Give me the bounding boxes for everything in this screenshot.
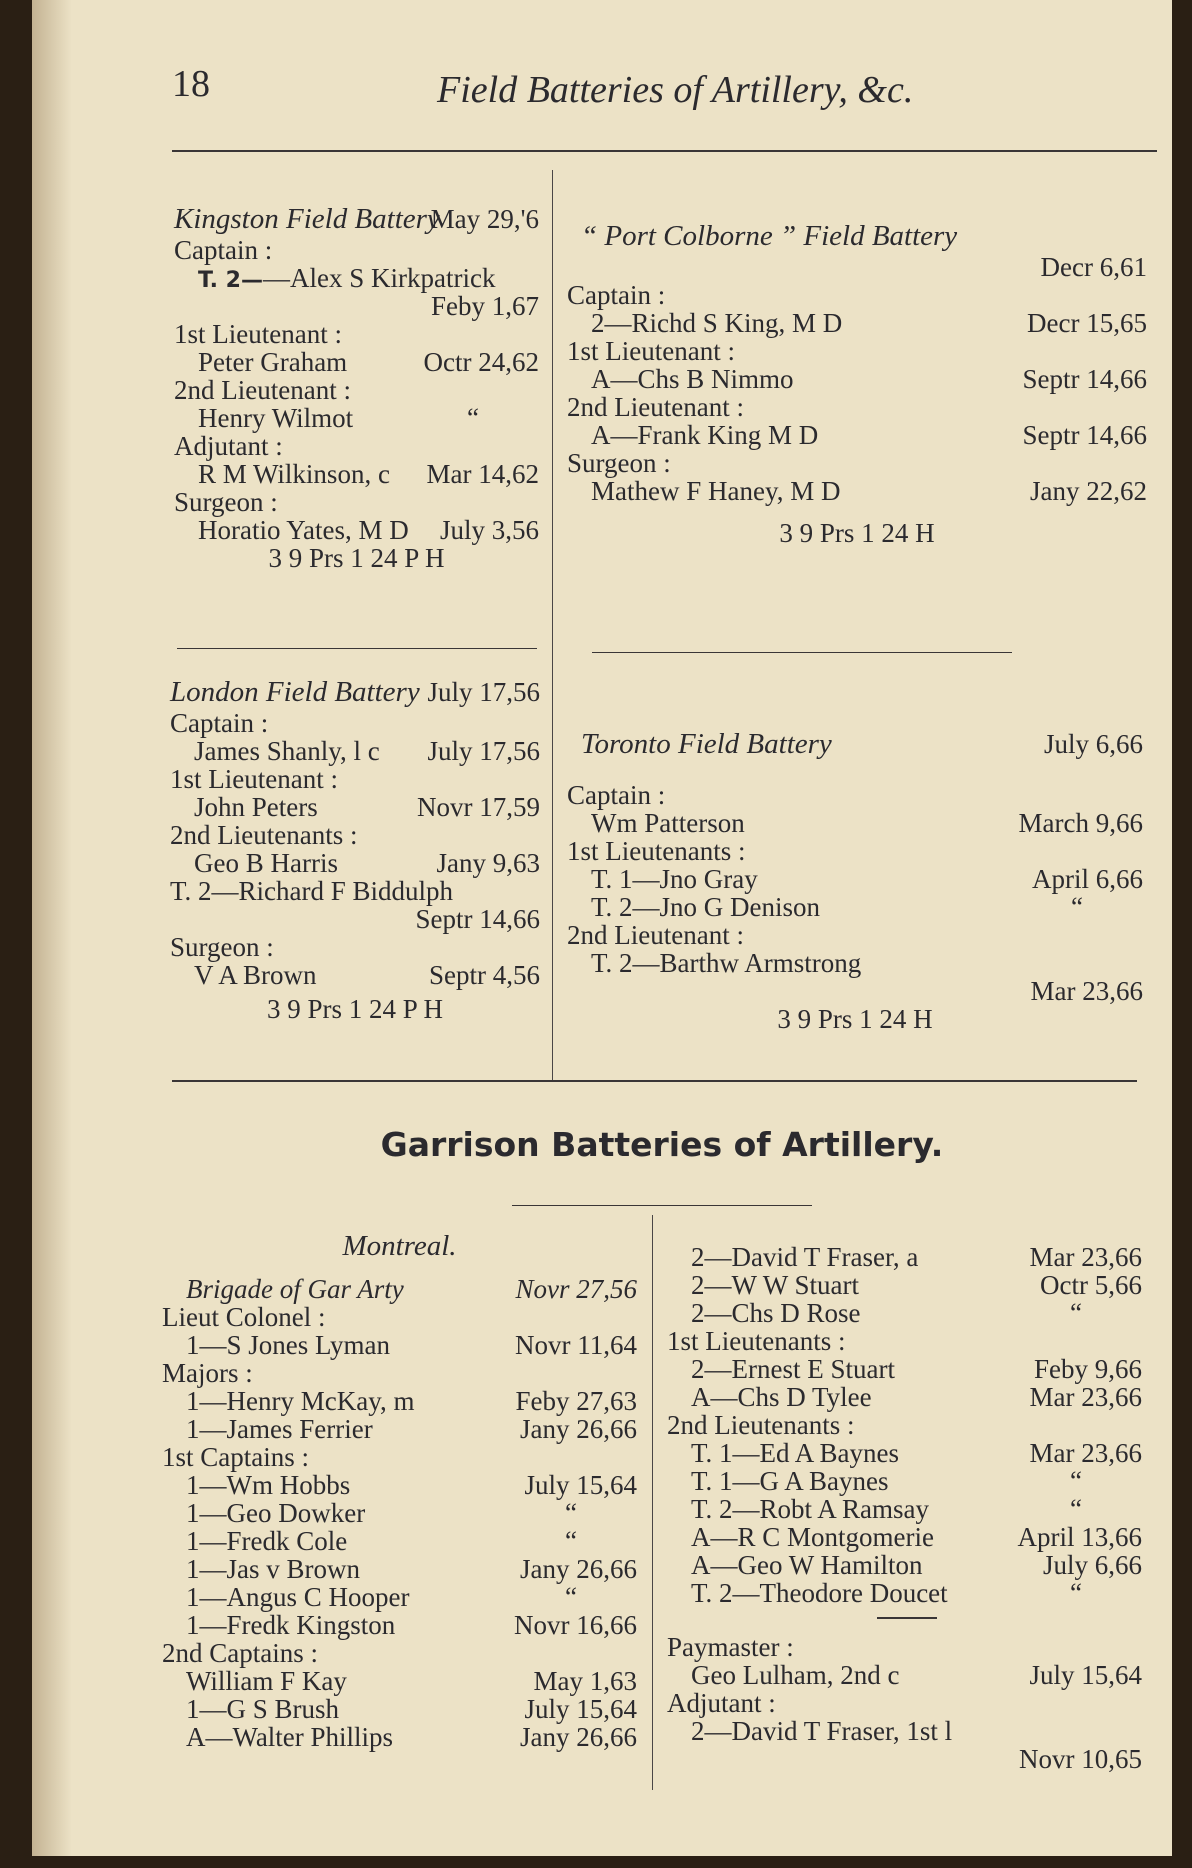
garrison-right-entry-text: 2nd Lieutenants : — [667, 1410, 855, 1440]
garrison-left-entry-date: “ — [565, 1498, 577, 1528]
garrison-right-entry-text: 1st Lieutenants : — [667, 1326, 846, 1356]
garrison-right-entry — [667, 1467, 1142, 1495]
garrison-left-entry-date: Novr 16,66 — [514, 1610, 637, 1640]
garrison-right-entry — [667, 1299, 1142, 1327]
header-rule — [172, 150, 1157, 152]
kingston-rule — [177, 648, 537, 649]
garrison-right-entry-text: A—R C Montgomerie — [691, 1522, 934, 1552]
garrison-right-entry-text: 2—Ernest E Stuart — [691, 1354, 895, 1384]
page-header — [172, 62, 1152, 122]
garrison-right-entry-date: Mar 23,66 — [1029, 1382, 1142, 1412]
garrison-left-entry-text: 1—Fredk Kingston — [186, 1610, 396, 1640]
garrison-left-entry-text: 1—Jas ᴠ Brown — [186, 1554, 360, 1584]
garrison-right-entry — [667, 1579, 1142, 1607]
garrison-right-entry-text: T. 2—Robt A Ramsay — [691, 1494, 930, 1524]
garrison-left-entry-text: 1—Wm Hobbs — [186, 1470, 351, 1500]
garrison-left-entry-text: 1st Captains : — [162, 1442, 309, 1472]
garrison-left-entry-date: Jany 26,66 — [520, 1414, 637, 1444]
book-page — [32, 0, 1172, 1856]
page-number: 18 — [172, 63, 210, 105]
garrison-left-entry — [162, 1359, 637, 1387]
garrison-right-entry — [667, 1523, 1142, 1551]
garrison-right-entry-date: Mar 23,66 — [1029, 1242, 1142, 1272]
garrison-left-entry-date: “ — [565, 1526, 577, 1556]
paymaster-rule — [877, 1617, 937, 1619]
garrison-left-entry-date: May 1,63 — [533, 1666, 637, 1696]
garrison-left-entry — [162, 1275, 637, 1303]
toronto-battery: Toronto Field Battery July 6,66 Captain : Wm Patterson March 9,66 1st Lieutenants : T. 1—Jno Gray April 6,66 T. 2—Jno G Denison “ 2nd Lieutenant : T. 2—Barthw Armstrong Mar 23,66 3 9 Prs 1 24 H — [567, 728, 1143, 1034]
london-battery: London Field Battery July 17,56 Captain : James Shanly, l c July 17,56 1st Lieutenant : John Peters Novr 17,59 2nd Lieutenants : Geo B Harris Jany 9,63 T. 2—Richard F Biddulph Septr 14,66 Surgeon : V A Brown Septr 4,56 3 9 Prs 1 24 P H — [170, 676, 540, 1024]
garrison-right-entry — [667, 1411, 1142, 1439]
garrison-left-entry-text: 1—Henry McKay, m — [186, 1386, 415, 1416]
garrison-left-entry-date: Feby 27,63 — [515, 1386, 637, 1416]
garrison-left-column — [162, 1232, 637, 1751]
garrison-right-entry-date: “ — [1070, 1298, 1082, 1328]
garrison-right-entry-text: T. 1—G A Baynes — [691, 1466, 889, 1496]
garrison-left-entry-text: 1—Fredk Cole — [186, 1526, 348, 1556]
kingston-battery: Kingston Field Battery May 29,'6 Captain : T. 2——Alex S Kirkpatrick Feby 1,67 1st Lieutenant : Peter Graham Octr 24,62 2nd Lieutenant : Henry Wilmot “ Adjutant : R M Wilkinson, c Mar 14,62 Surgeon : Horatio Yates, M D July 3,56 3 9 Prs 1 24 P H — [174, 203, 539, 573]
garrison-left-entry-text: 1—S Jones Lyman — [186, 1330, 391, 1360]
garrison-left-entry-date: “ — [565, 1582, 577, 1612]
garrison-left-entry-date: Novr 11,64 — [515, 1330, 637, 1360]
garrison-left-entry — [162, 1415, 637, 1443]
garrison-right-entry-date: “ — [1070, 1494, 1082, 1524]
garrison-left-entry-text: Lieut Colonel : — [162, 1302, 326, 1332]
port-colborne-battery: “ Port Colborne ” Field Battery Decr 6,61 Captain : 2—Richd S King, M D Decr 15,65 1st Lieutenant : A—Chs B Nimmo Septr 14,66 2nd Lieutenant : A—Frank King M D Septr 14,66 Surgeon : Mathew F Haney, M D Jany 22,62 3 9 Prs 1 24 H — [567, 220, 1147, 548]
column-divider-top — [552, 170, 553, 1080]
port-colborne-armament: 3 9 Prs 1 24 H — [779, 518, 935, 548]
garrison-right-entry-text: T. 2—Theodore Doucet — [691, 1578, 948, 1608]
garrison-left-entry-date: Jany 26,66 — [520, 1554, 637, 1584]
garrison-right-entry-date: Octr 5,66 — [1040, 1270, 1142, 1300]
garrison-right-entry-text: T. 1—Ed A Baynes — [691, 1438, 899, 1468]
garrison-left-entry — [162, 1639, 637, 1667]
garrison-right-entry — [667, 1327, 1142, 1355]
garrison-left-entry — [162, 1667, 637, 1695]
garrison-left-entry-text: 1—Angus C Hooper — [186, 1582, 410, 1612]
garrison-left-entry — [162, 1527, 637, 1555]
garrison-left-entry — [162, 1499, 637, 1527]
garrison-right-entry — [667, 1495, 1142, 1523]
port-colborne-rule — [592, 652, 1012, 653]
garrison-right-entry — [667, 1271, 1142, 1299]
garrison-left-entry-text: A—Walter Phillips — [186, 1722, 394, 1752]
garrison-right-entry — [667, 1439, 1142, 1467]
garrison-right-entry — [667, 1551, 1142, 1579]
garrison-right-entry-text: 2—Chs D Rose — [691, 1298, 861, 1328]
garrison-left-entry — [162, 1443, 637, 1471]
garrison-left-entry-text: 1—James Ferrier — [186, 1414, 373, 1444]
garrison-left-entry-date: July 15,64 — [524, 1470, 637, 1500]
garrison-right-entry-date: April 13,66 — [1017, 1522, 1142, 1552]
section-title: Garrison Batteries of Artillery. — [380, 1125, 944, 1164]
garrison-left-entry-text: 1—G S Brush — [186, 1694, 340, 1724]
garrison-left-entry — [162, 1695, 637, 1723]
garrison-right-entry-date: “ — [1070, 1466, 1082, 1496]
garrison-right-column: 2—David T Fraser, a Mar 23,66 2—W W Stuart Octr 5,66 2—Chs D Rose “ 1st Lieutenants : 2—Ernest E Stuart Feby 9,66 A—Chs D Tylee Mar 23,66 2nd Lieutenants : T. 1—Ed A Baynes Mar 23,66 T. 1—G A Baynes “ T. 2—Robt A Ramsay “ A—R C Montgomerie April 13,66 A—Geo W Hamilton July 6,66 T. 2—Theodore Doucet “ Paymaster : Geo Lulham, 2nd c July 15,64 Adjutant : 2—David T Fraser, 1st l Novr 10,65 — [667, 1242, 1142, 1774]
garrison-right-entry-date: July 6,66 — [1042, 1550, 1142, 1580]
toronto-armament: 3 9 Prs 1 24 H — [777, 1004, 933, 1034]
garrison-left-entry — [162, 1471, 637, 1499]
garrison-left-entry — [162, 1387, 637, 1415]
column-divider-bottom — [652, 1215, 653, 1790]
section-title-rule — [512, 1205, 812, 1206]
london-armament: 3 9 Prs 1 24 P H — [266, 994, 444, 1024]
garrison-right-entry — [667, 1243, 1142, 1271]
garrison-left-entry-text: Brigade of Gar Arty — [186, 1274, 404, 1304]
garrison-right-entry-text: A—Geo W Hamilton — [691, 1550, 923, 1580]
running-title: Field Batteries of Artillery, &c. — [437, 69, 914, 111]
garrison-left-entry-date: Jany 26,66 — [520, 1722, 637, 1752]
garrison-left-entry — [162, 1723, 637, 1751]
garrison-right-entry-text: 2—W W Stuart — [691, 1270, 859, 1300]
garrison-left-entry-text: Majors : — [162, 1358, 253, 1388]
garrison-right-entry-date: Feby 9,66 — [1034, 1354, 1142, 1384]
garrison-left-entry — [162, 1583, 637, 1611]
garrison-right-entry-text: 2—David T Fraser, a — [691, 1242, 919, 1272]
garrison-right-entry — [667, 1355, 1142, 1383]
garrison-left-entry-date: July 15,64 — [524, 1694, 637, 1724]
city-heading: Montreal. — [342, 1230, 457, 1262]
garrison-right-entry-date: Mar 23,66 — [1029, 1438, 1142, 1468]
kingston-armament: 3 9 Prs 1 24 P H — [268, 543, 445, 573]
garrison-left-list — [162, 1275, 637, 1751]
garrison-left-entry — [162, 1303, 637, 1331]
garrison-right-entry-text: A—Chs D Tylee — [691, 1382, 872, 1412]
garrison-right-list — [667, 1243, 1142, 1607]
garrison-left-entry-text: 1—Geo Dowker — [186, 1498, 366, 1528]
garrison-left-entry-date: Novr 27,56 — [515, 1274, 637, 1304]
garrison-right-entry — [667, 1383, 1142, 1411]
garrison-left-entry — [162, 1611, 637, 1639]
garrison-right-entry-date: “ — [1070, 1578, 1082, 1608]
garrison-left-entry — [162, 1331, 637, 1359]
garrison-left-entry — [162, 1555, 637, 1583]
garrison-left-entry-text: 2nd Captains : — [162, 1638, 318, 1668]
section-rule — [172, 1080, 1137, 1082]
garrison-left-entry-text: William F Kay — [186, 1666, 347, 1696]
